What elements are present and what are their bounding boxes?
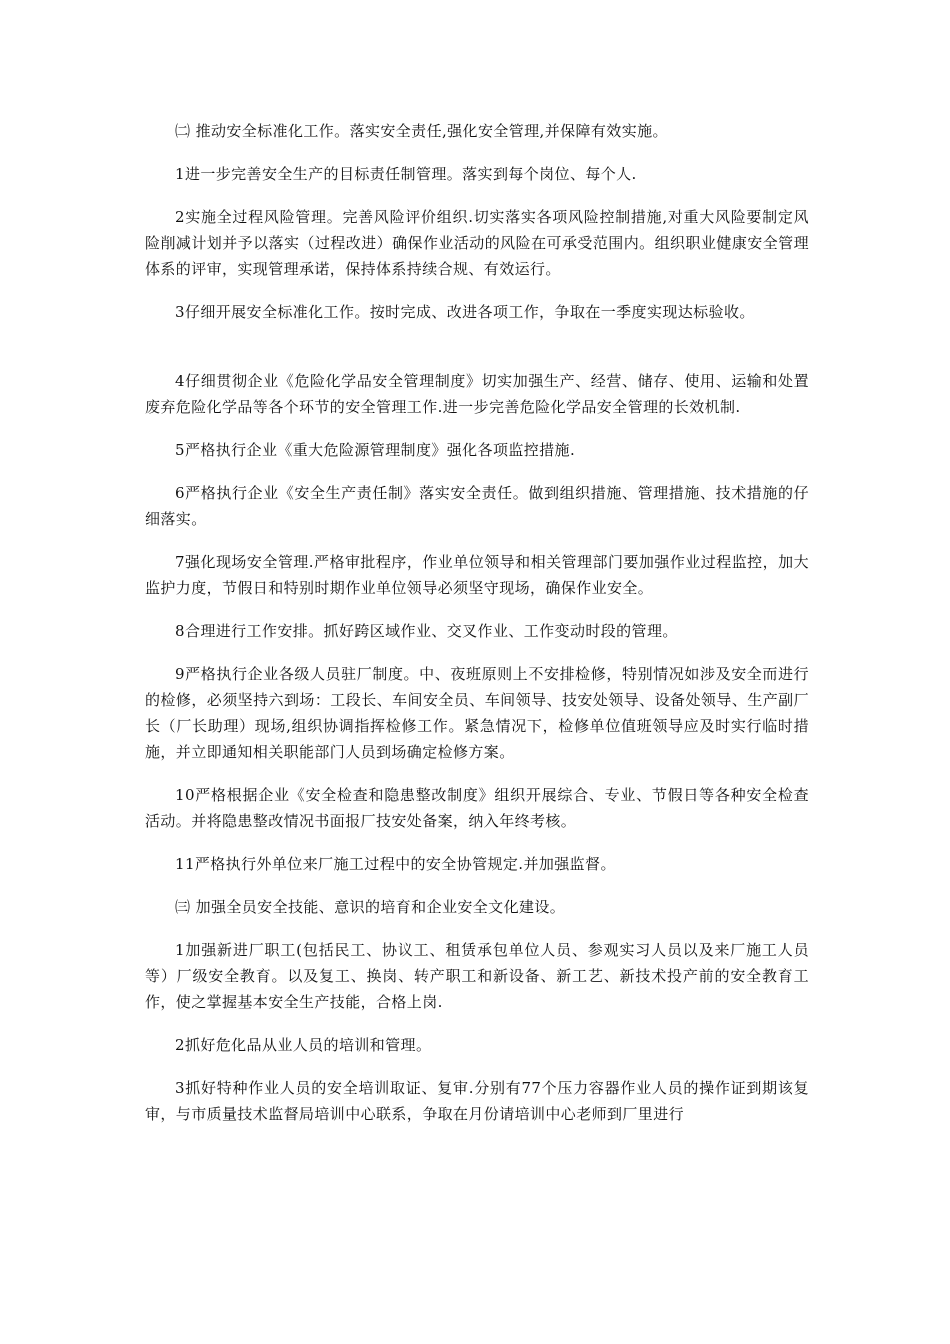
paragraph: 7强化现场安全管理.严格审批程序，作业单位领导和相关管理部门要加强作业过程监控，加大监护力度，节假日和特别时期作业单位领导必须坚守现场，确保作业安全。	[145, 553, 809, 597]
paragraph: 3抓好特种作业人员的安全培训取证、复审.分别有77个压力容器作业人员的操作证到期该复审，与市质量技术监督局培训中心联系，争取在月份请培训中心老师到厂里进行	[145, 1079, 809, 1123]
paragraph: 5严格执行企业《重大危险源管理制度》强化各项监控措施.	[175, 441, 576, 459]
paragraph: 11严格执行外单位来厂施工过程中的安全协管规定.并加强监督。	[175, 855, 616, 873]
paragraph: 4仔细贯彻企业《危险化学品安全管理制度》切实加强生产、经营、储存、使用、运输和处置废弃危险化学品等各个环节的安全管理工作.进一步完善危险化学品安全管理的长效机制.	[145, 372, 809, 416]
paragraph: 8合理进行工作安排。抓好跨区域作业、交叉作业、工作变动时段的管理。	[175, 622, 678, 640]
document-body	[145, 118, 809, 1127]
paragraph: 9严格执行企业各级人员驻厂制度。中、夜班原则上不安排检修，特别情况如涉及安全而进行的检修，必须坚持六到场：工段长、车间安全员、车间领导、技安处领导、设备处领导、生产副厂长（厂长助理）现场,组织协调指挥检修工作。紧急情况下，检修单位值班领导应及时实行临时措施，并立即通知相关职能部门人员到场确定检修方案。	[145, 665, 809, 761]
paragraph: 6严格执行企业《安全生产责任制》落实安全责任。做到组织措施、管理措施、技术措施的仔细落实。	[145, 484, 809, 528]
section-heading-3: ㈢ 加强全员安全技能、意识的培育和企业安全文化建设。	[175, 898, 566, 916]
paragraph: 2抓好危化品从业人员的培训和管理。	[175, 1036, 432, 1054]
paragraph: 1加强新进厂职工(包括民工、协议工、租赁承包单位人员、参观实习人员以及来厂施工人员等）厂级安全教育。以及复工、换岗、转产职工和新设备、新工艺、新技术投产前的安全教育工作，使之掌握基本安全生产技能，合格上岗.	[145, 941, 809, 1011]
paragraph: 10严格根据企业《安全检查和隐患整改制度》组织开展综合、专业、节假日等各种安全检查活动。并将隐患整改情况书面报厂技安处备案，纳入年终考核。	[145, 786, 809, 830]
paragraph: 3仔细开展安全标准化工作。按时完成、改进各项工作，争取在一季度实现达标验收。	[175, 303, 755, 321]
section-heading-2: ㈡ 推动安全标准化工作。落实安全责任,强化安全管理,并保障有效实施。	[175, 122, 668, 140]
paragraph: 2实施全过程风险管理。完善风险评价组织.切实落实各项风险控制措施,对重大风险要制定风险削减计划并予以落实（过程改进）确保作业活动的风险在可承受范围内。组织职业健康安全管理体系的评审，实现管理承诺，保持体系持续合规、有效运行。	[145, 208, 809, 278]
paragraph: 1进一步完善安全生产的目标责任制管理。落实到每个岗位、每个人.	[175, 165, 637, 183]
